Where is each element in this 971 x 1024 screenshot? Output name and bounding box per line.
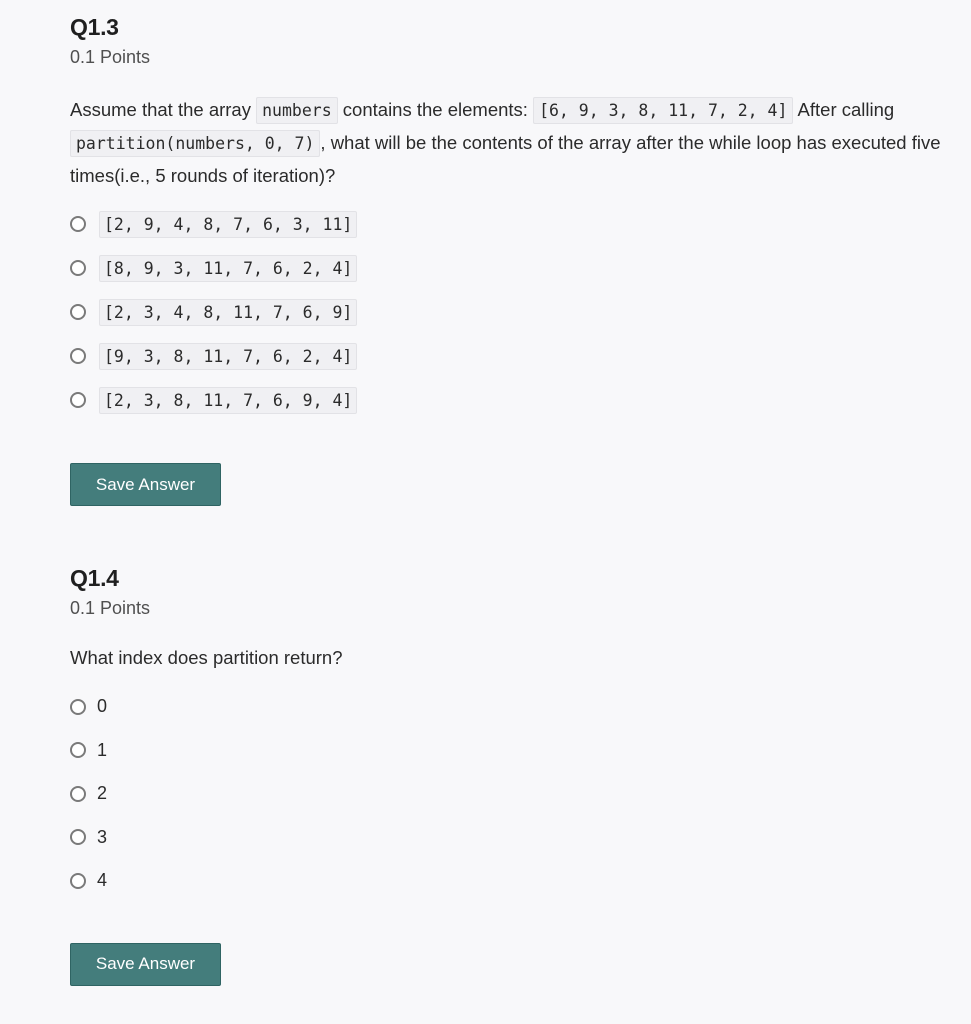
answer-option-5[interactable]	[70, 378, 955, 422]
question-points: 0.1 Points	[70, 47, 151, 67]
radio-button[interactable]	[70, 348, 86, 364]
question-title: Q1.3	[70, 14, 119, 40]
option-label: [2, 9, 4, 8, 7, 6, 3, 11]	[99, 211, 357, 238]
question-q1-3	[70, 12, 955, 506]
answer-option-2[interactable]	[70, 246, 955, 290]
answer-option-1[interactable]	[70, 202, 955, 246]
option-label: [8, 9, 3, 11, 7, 6, 2, 4]	[99, 255, 357, 282]
prompt-code-numbers: numbers	[256, 97, 338, 124]
question-title: Q1.4	[70, 565, 119, 591]
radio-button[interactable]	[70, 742, 86, 758]
prompt-text: contains the elements:	[337, 99, 534, 120]
answer-option-1[interactable]	[70, 729, 955, 773]
save-answer-button[interactable]: Save Answer	[70, 943, 221, 986]
option-label: 0	[97, 696, 108, 717]
question-q1-4	[70, 563, 955, 986]
option-label: [2, 3, 8, 11, 7, 6, 9, 4]	[99, 387, 357, 414]
radio-button[interactable]	[70, 260, 86, 276]
answer-option-3[interactable]	[70, 816, 955, 860]
option-label: 1	[97, 739, 108, 760]
option-label: 3	[97, 826, 108, 847]
answer-options	[70, 202, 955, 422]
answer-option-3[interactable]	[70, 290, 955, 334]
prompt-code-partition-call: partition(numbers, 0, 7)	[70, 130, 320, 157]
radio-button[interactable]	[70, 392, 86, 408]
question-points: 0.1 Points	[70, 598, 151, 618]
save-answer-button[interactable]: Save Answer	[70, 463, 221, 506]
prompt-text: , what will be the contents of the array after the while loop has executed five times(i.e., 5 rounds of iteration)?	[70, 132, 941, 186]
option-label: [2, 3, 4, 8, 11, 7, 6, 9]	[99, 299, 357, 326]
radio-button[interactable]	[70, 699, 86, 715]
option-label: 2	[97, 783, 108, 804]
answer-options	[70, 685, 955, 903]
question-prompt: What index does partition return?	[70, 647, 343, 668]
radio-button[interactable]	[70, 786, 86, 802]
radio-button[interactable]	[70, 216, 86, 232]
answer-option-4[interactable]	[70, 334, 955, 378]
prompt-text: Assume that the array	[70, 99, 257, 120]
radio-button[interactable]	[70, 829, 86, 845]
option-label: 4	[97, 870, 108, 891]
prompt-text: After calling	[793, 99, 895, 120]
option-label: [9, 3, 8, 11, 7, 6, 2, 4]	[99, 343, 357, 370]
radio-button[interactable]	[70, 304, 86, 320]
answer-option-4[interactable]	[70, 859, 955, 903]
radio-button[interactable]	[70, 873, 86, 889]
answer-option-0[interactable]	[70, 685, 955, 729]
prompt-code-array: [6, 9, 3, 8, 11, 7, 2, 4]	[533, 97, 793, 124]
answer-option-2[interactable]	[70, 772, 955, 816]
question-prompt	[70, 94, 955, 192]
